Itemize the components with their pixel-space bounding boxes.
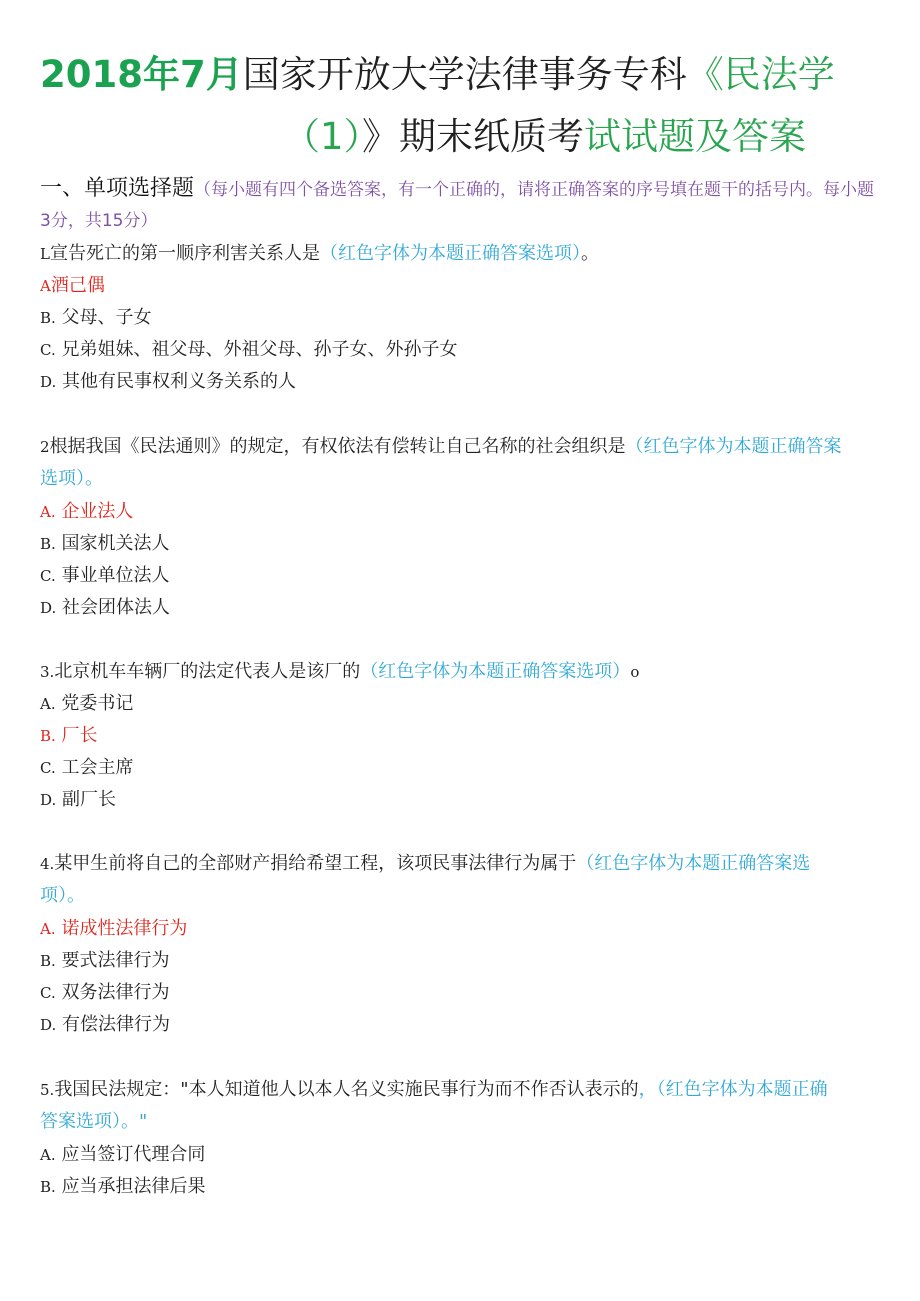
question-5-stem-cont (40, 1106, 880, 1138)
question-1-option-d (40, 366, 880, 398)
question-2-option-c (40, 560, 880, 592)
answer-hint: （红色字体为本题正确答案选项） (319, 243, 581, 264)
section-heading (40, 173, 880, 237)
option-text: 酒己偶 (50, 275, 105, 296)
option-text: 要式法律行为 (61, 950, 170, 971)
option-text: 父母、子女 (61, 307, 152, 328)
question-text: 宣告死亡的第一顺序利害关系人是 (49, 243, 320, 264)
option-text: 党委书记 (61, 693, 134, 714)
question-number: 3. (40, 663, 55, 681)
option-label: D. (40, 373, 57, 391)
question-2-option-d (40, 592, 880, 624)
question-2-option-b (40, 528, 880, 560)
question-4-stem-cont (40, 880, 880, 912)
option-text: 诺成性法律行为 (61, 918, 188, 939)
option-label: B. (40, 952, 56, 970)
option-text: 社会团体法人 (62, 597, 170, 618)
option-label: B. (40, 1178, 56, 1196)
title-university: 国家开放大学法律事务专科 (242, 53, 687, 96)
answer-hint: （红色字体为本题正确答案选项） (360, 661, 631, 682)
question-number: 5. (40, 1081, 55, 1099)
question-text: 根据我国《民法通则》的规定，有权依法有偿转让自己名称的社会组织是 (49, 436, 626, 457)
question-text: 某甲生前将自己的全部财产捐给希望工程，该项民事法律行为属于 (54, 853, 577, 874)
question-4-option-d (40, 1009, 880, 1041)
option-text: 国家机关法人 (61, 533, 170, 554)
option-label: A. (40, 920, 56, 938)
option-label: B. (40, 535, 56, 553)
option-label: D. (40, 1016, 57, 1034)
question-2-option-a (40, 496, 880, 528)
document-title-line-2 (283, 112, 920, 162)
title-course-open: 《民法学 (686, 53, 835, 96)
question-3-option-b (40, 720, 880, 752)
answer-hint: 答案选项）。" (40, 1111, 148, 1132)
question-2-stem (40, 431, 880, 463)
title-exam: 》期末纸质考 (362, 115, 585, 158)
option-text: 工会主席 (61, 757, 134, 778)
question-1-option-b (40, 302, 880, 334)
question-3-stem (40, 656, 880, 688)
question-5-option-a (40, 1139, 880, 1171)
question-3-option-d (40, 784, 880, 816)
option-text: 应当签订代理合同 (61, 1144, 206, 1165)
option-text: 兄弟姐妹、祖父母、外祖父母、孙子女、外孙子女 (61, 339, 458, 360)
question-text: 北京机车车辆厂的法定代表人是该厂的 (54, 661, 361, 682)
option-label: B. (40, 727, 56, 745)
option-text: 有偿法律行为 (62, 1014, 170, 1035)
question-3-option-a (40, 688, 880, 720)
option-label: C. (40, 341, 56, 359)
question-4-option-a (40, 913, 880, 945)
question-number: 4. (40, 855, 55, 873)
option-label: B. (40, 309, 56, 327)
section-title: 一、单项选择题 (40, 176, 195, 201)
question-5-stem (40, 1074, 880, 1106)
option-label: A (40, 277, 51, 295)
option-text: 事业单位法人 (61, 565, 170, 586)
option-label: D. (40, 791, 57, 809)
option-label: C. (40, 759, 56, 777)
question-text: 我国民法规定："本人知道他人以本人名义实施民事行为而不作否认表示的 (54, 1079, 639, 1100)
question-4-stem (40, 848, 880, 880)
option-label: C. (40, 984, 56, 1002)
question-number: 2 (40, 438, 50, 456)
question-4-option-c (40, 977, 880, 1009)
section-note: （每小题有四个备选答案，有一个正确的，请将正确答案的序号填在题干的括号内。每小题3分，共15分） (40, 180, 875, 231)
title-answers: 试试题及答案 (584, 115, 807, 158)
option-text: 双务法律行为 (61, 982, 170, 1003)
option-text: 应当承担法律后果 (61, 1176, 206, 1197)
question-1-option-a (40, 270, 880, 302)
answer-hint: （红色字体为本题正确答案选 (576, 853, 811, 874)
option-label: A. (40, 695, 56, 713)
option-label: C. (40, 567, 56, 585)
option-text: 其他有民事权利义务关系的人 (62, 371, 296, 392)
question-end: 。 (580, 243, 599, 264)
answer-hint: ，（红色字体为本题正确 (638, 1079, 828, 1100)
answer-hint: （红色字体为本题正确答案 (625, 436, 842, 457)
option-label: A. (40, 503, 56, 521)
question-end: o (630, 663, 640, 681)
option-text: 厂长 (61, 725, 98, 746)
option-text: 企业法人 (61, 501, 134, 522)
question-4-option-b (40, 945, 880, 977)
document-title-line-1 (40, 50, 900, 100)
option-label: D. (40, 599, 57, 617)
answer-hint: 选项）。 (40, 468, 103, 489)
question-2-stem-cont (40, 463, 880, 495)
title-year-month: 2018年7月 (40, 53, 243, 96)
question-3-option-c (40, 752, 880, 784)
question-1-option-c (40, 334, 880, 366)
option-label: A. (40, 1146, 56, 1164)
question-1-stem (40, 238, 880, 270)
question-number: L (40, 245, 50, 263)
question-5-option-b (40, 1171, 880, 1203)
title-course-number: （1） (283, 115, 363, 158)
option-text: 副厂长 (62, 789, 116, 810)
answer-hint: 项）。 (40, 885, 85, 906)
